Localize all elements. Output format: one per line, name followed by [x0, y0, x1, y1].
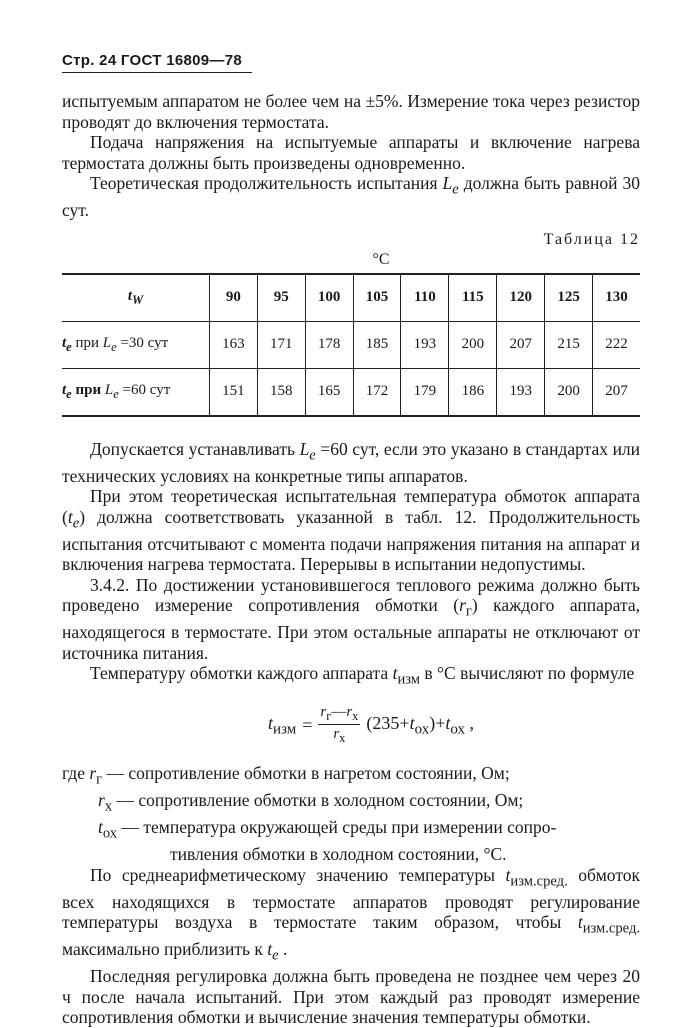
header-rule	[62, 72, 252, 73]
col-header: 130	[593, 274, 640, 322]
col-header: 110	[401, 274, 449, 322]
paragraph-1: испытуемым аппаратом не более чем на ±5%. Измерение тока через резистор проводят до включения термостата.	[62, 91, 640, 132]
document-page	[62, 52, 640, 1028]
definition-item: где $r_г$ — сопротивление обмотки в нагретом состоянии, Ом;	[62, 763, 510, 788]
paragraph-2: Подача напряжения на испытуемые аппараты и включение нагрева термостата должны быть произведены одновременно.	[62, 132, 640, 173]
definition-continuation: тивления обмотки в холодном состоянии, °С.	[170, 844, 507, 864]
table-cell: 179	[401, 368, 449, 416]
table-cell: 200	[545, 368, 593, 416]
table-cell: 151	[209, 368, 257, 416]
data-table	[62, 273, 640, 417]
table-cell: 178	[305, 321, 353, 368]
table-cell: 185	[353, 321, 401, 368]
definition-item: $r_х$ — сопротивление обмотки в холодном состоянии, Ом;	[98, 790, 524, 815]
row-label: $t_e$ при $L_e =30$ сут	[62, 321, 209, 368]
table-cell: 165	[305, 368, 353, 416]
page-header	[62, 52, 640, 73]
col-header: 120	[497, 274, 545, 322]
header-tw: $t_W$	[62, 274, 209, 322]
table-cell: 222	[593, 321, 640, 368]
paragraph-9: Последняя регулировка должна быть проведена не позднее чем через 20 ч после начала испытаний. При этом каждый раз проводят измерение сопротивления обмотки и вычисление значения температуры обмотки.	[62, 966, 640, 1027]
table-cell: 193	[401, 321, 449, 368]
header-text: Стр. 24 ГОСТ 16809—78	[62, 52, 242, 69]
table-cell: 207	[593, 368, 640, 416]
table-cell: 215	[545, 321, 593, 368]
col-header: 100	[305, 274, 353, 322]
table-row	[62, 368, 640, 416]
table-cell: 158	[257, 368, 305, 416]
paragraph-4: Допускается устанавливать $L_e =60$ сут, если это указано в стандартах или технических условиях на конкретные типы аппаратов.	[62, 438, 641, 486]
table-cell: 186	[449, 368, 497, 416]
table-cell: 163	[209, 321, 257, 368]
table-cell: 207	[497, 321, 545, 368]
col-header: 90	[209, 274, 257, 322]
paragraph-5: При этом теоретическая испытательная температура обмоток аппарата $(t_e)$ должна соответствовать указанной в табл. 12. Продолжительность испытания отсчитывают с момента подачи напряжения питания на аппарат и включения нагрева термостата. Перерывы в испытании недопустимы.	[62, 486, 640, 574]
col-header: 105	[353, 274, 401, 322]
formula-fraction: $\frac{r_г—r_х}{r_х}$	[320, 704, 359, 745]
definition-item: $t_{ох}$ — температура окружающей среды при измерении сопро-	[98, 817, 557, 842]
paragraph-6: 3.4.2. По достижении установившегося теплового режима должно быть проведено измерение сопротивления обмотки $(r_г)$ каждого аппарата, находящегося в термостате. При этом остальные аппараты не отключают от источника питания.	[62, 574, 640, 663]
definitions	[62, 763, 640, 865]
paragraph-3: Теоретическая продолжительность испытания $L_e$ должна быть равной 30 сут.	[62, 173, 640, 220]
paragraph-7: Температуру обмотки каждого аппарата $t_{изм}$ в °С вычисляют по формуле	[90, 663, 635, 688]
table-cell: 172	[353, 368, 401, 416]
col-header: 95	[257, 274, 305, 322]
formula: $t_{изм}$ = $\frac{r_г—r_х}{r_х}$ $(235+t_{ох})+t_{ох}$ ,	[267, 704, 475, 745]
table-row	[62, 321, 640, 368]
table-header-row	[62, 274, 640, 322]
table-cell: 171	[257, 321, 305, 368]
col-header: 115	[449, 274, 497, 322]
paragraph-8: По среднеарифметическому значению температуры $t_{изм.сред.}$ обмоток всех находящихся в термостате аппаратов проводят регулирование температуры воздуха в термостате таким образом, чтобы $t_{изм.сред.}$ максимально приблизить к $t_e$ .	[62, 864, 641, 964]
table-cell: 200	[449, 321, 497, 368]
table-unit: °С	[372, 250, 390, 268]
col-header: 125	[545, 274, 593, 322]
table-caption: Таблица 12	[543, 230, 640, 248]
row-label: $t_e$ при $L_e =60$ сут	[62, 368, 209, 416]
table-cell: 193	[497, 368, 545, 416]
